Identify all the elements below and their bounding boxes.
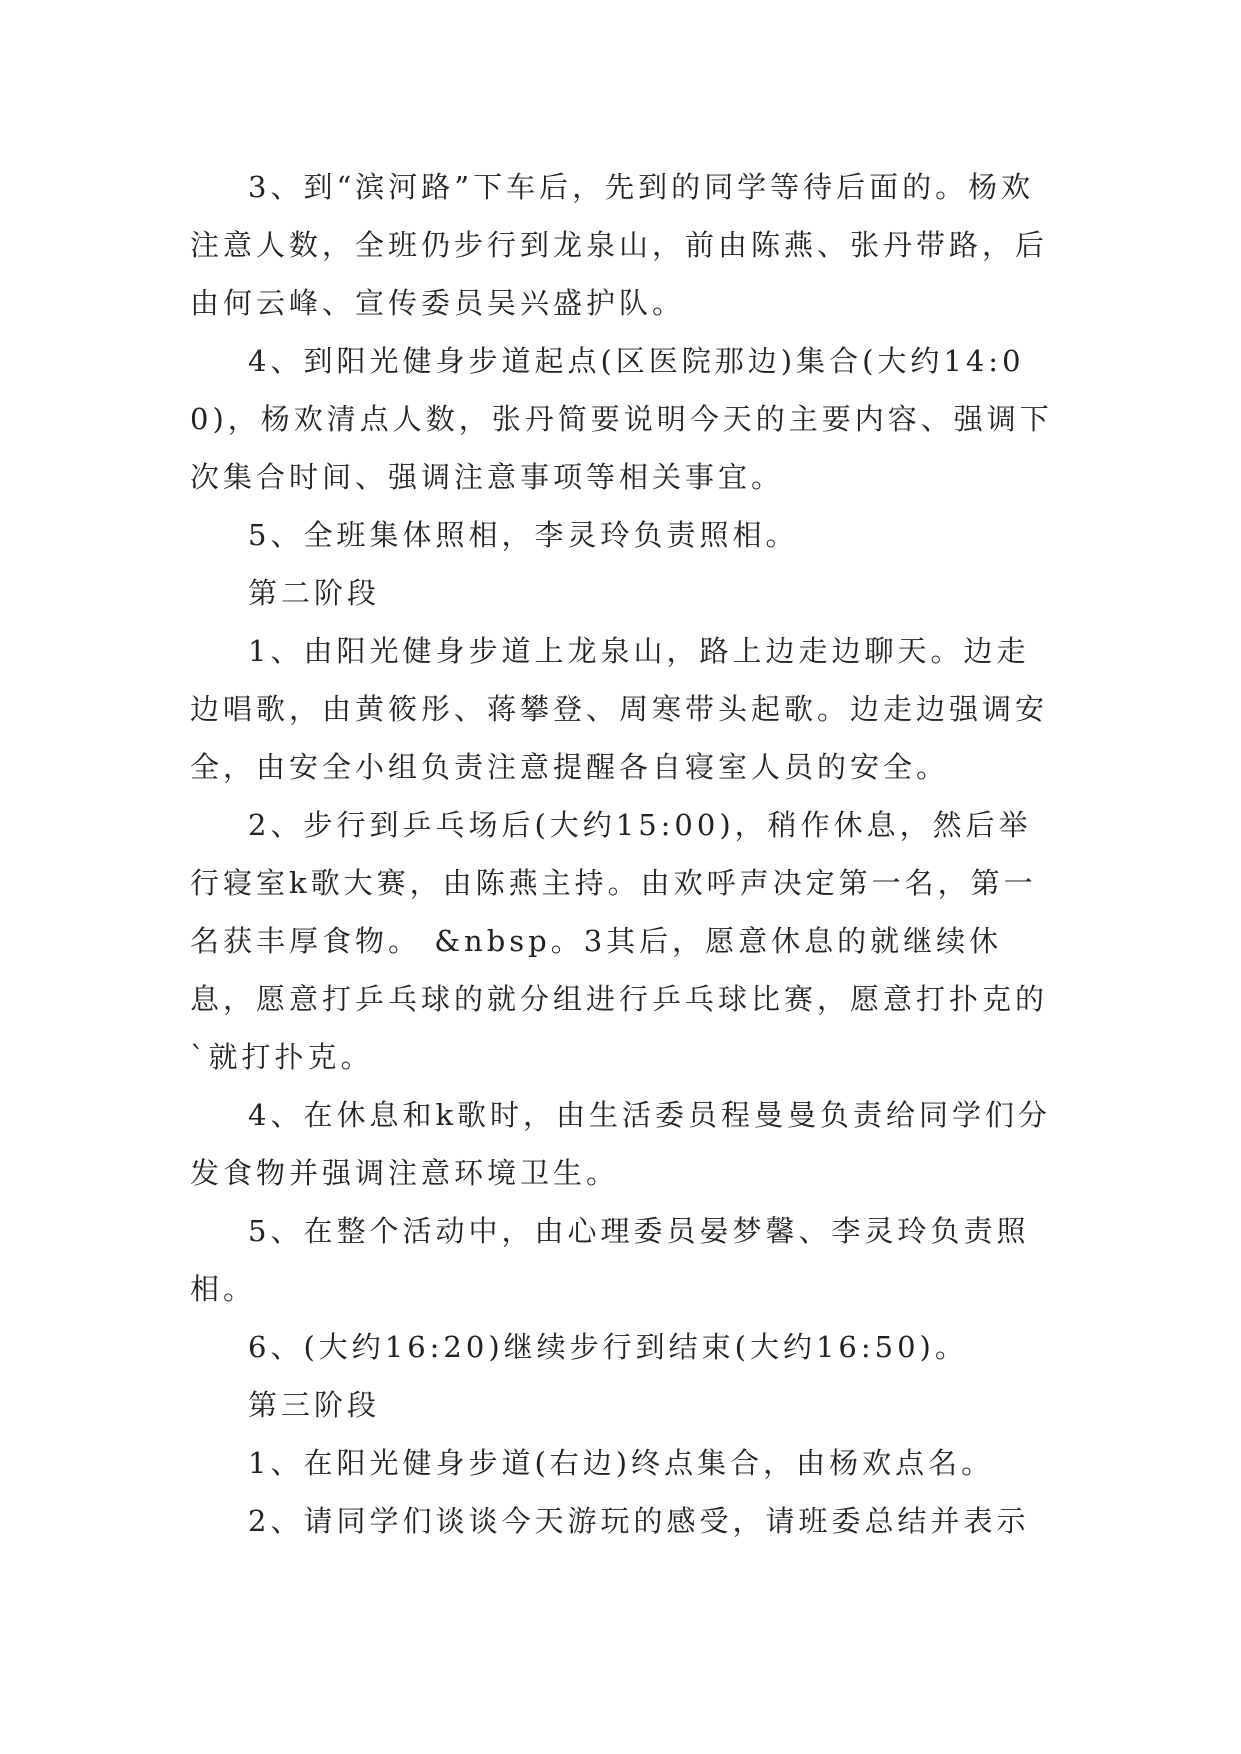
section-heading-stage-two: 第二阶段 (248, 576, 381, 610)
paragraph-stage3-step-2: 2、请同学们谈谈今天游玩的感受，请班委总结并表示 (248, 1504, 1030, 1538)
paragraph-stage2-step-5: 5、在整个活动中，由心理委员晏梦馨、李灵玲负责照相。 (190, 1214, 1030, 1306)
paragraph-step-3-arrival: 3、到“滨河路”下车后，先到的同学等待后面的。杨欢注意人数，全班仍步行到龙泉山，前由陈燕、张丹带路，后由何云峰、宣传委员吴兴盛护队。 (190, 170, 1049, 320)
paragraph-stage2-step-6: 6、(大约16:20)继续步行到结束(大约16:50)。 (248, 1330, 968, 1364)
document-body (190, 158, 1060, 1550)
paragraph-stage3-step-1: 1、在阳光健身步道(右边)终点集合，由杨欢点名。 (248, 1446, 995, 1480)
paragraph-step-4-assembly: 4、到阳光健身步道起点(区医院那边)集合(大约14:00)，杨欢清点人数，张丹简要说明今天的主要内容、强调下次集合时间、强调注意事项等相关事宜。 (190, 344, 1053, 494)
paragraph-step-5-photo: 5、全班集体照相，李灵玲负责照相。 (248, 518, 799, 552)
paragraph-stage2-step-2: 2、步行到乒乓场后(大约15:00)，稍作休息，然后举行寝室k歌大赛，由陈燕主持。由欢呼声决定第一名，第一名获丰厚食物。 &nbsp。3其后，愿意休息的就继续休息，愿意打乒乓球的就分组进行乒乓球比赛，愿意打扑克的`就打扑克。 (190, 808, 1049, 1074)
section-heading-stage-three: 第三阶段 (248, 1388, 381, 1422)
paragraph-stage2-step-1: 1、由阳光健身步道上龙泉山，路上边走边聊天。边走边唱歌，由黄筱彤、蒋攀登、周寒带头起歌。边走边强调安全，由安全小组负责注意提醒各自寝室人员的安全。 (190, 634, 1049, 784)
paragraph-stage2-step-4: 4、在休息和k歌时，由生活委员程曼曼负责给同学们分发食物并强调注意环境卫生。 (190, 1098, 1052, 1190)
